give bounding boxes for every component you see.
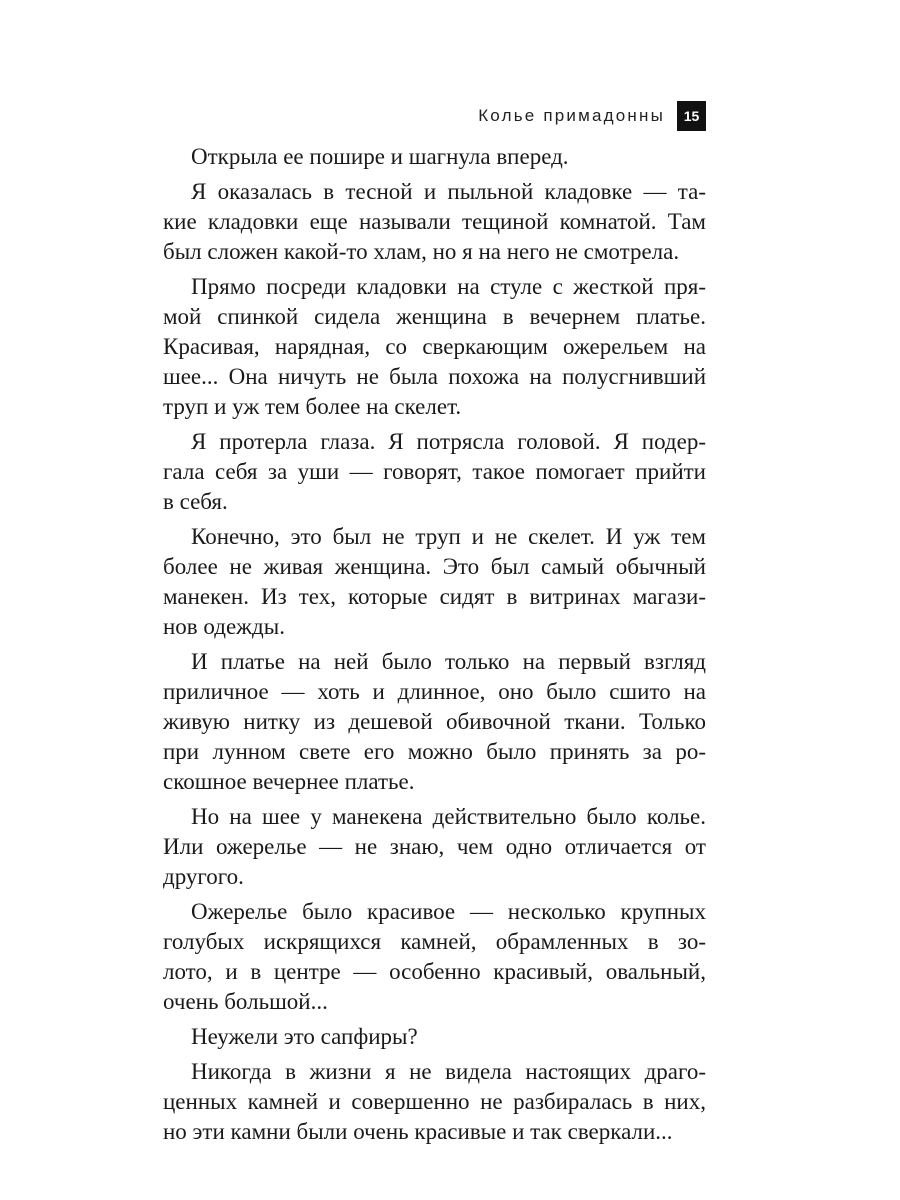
text-line: Ожерелье было красивое — несколько крупных [191,899,706,924]
text-line: И платье на ней было только на первый взгляд [191,649,706,674]
text-line: голубых искрящихся камней, обрамленных в зо- [163,929,706,954]
text-line: Я оказалась в тесной и пыльной кладовке — та- [191,179,706,204]
text-line: Но на шее у манекена действительно было колье. [191,804,706,829]
paragraph [163,177,706,267]
paragraph [163,272,706,422]
text-line: живую нитку из дешевой обивочной ткани. Только [163,709,706,734]
paragraph [163,142,706,172]
paragraph [163,802,706,892]
text-line: Конечно, это был не труп и не скелет. И уж тем [191,524,706,549]
running-title: Колье примадонны [478,106,665,125]
running-head [478,101,706,131]
text-line: в себя. [163,489,228,514]
text-line: другого. [163,864,244,889]
paragraph [163,1057,706,1147]
text-line: труп и уж тем более на скелет. [163,394,462,419]
page-number: 15 [677,101,706,131]
text-line: Открыла ее пошире и шагнула вперед. [191,144,569,169]
text-line: нов одежды. [163,614,285,639]
body-text [163,142,706,1152]
text-line: приличное — хоть и длинное, оно было сшито на [163,679,706,704]
text-line: скошное вечернее платье. [163,769,415,794]
text-line: очень большой... [163,989,328,1014]
text-line: Или ожерелье — не знаю, чем одно отличается от [163,834,706,859]
text-line: Прямо посреди кладовки на стуле с жесткой пря- [191,274,706,299]
paragraph [163,647,706,797]
text-line: Неужели это сапфиры? [191,1024,418,1049]
text-line: Я протерла глаза. Я потрясла головой. Я подер- [191,429,706,454]
text-line: Красивая, нарядная, со сверкающим ожерельем на [163,334,706,359]
text-line: мой спинкой сидела женщина в вечернем платье. [163,304,706,329]
paragraph [163,427,706,517]
text-line: лото, и в центре — особенно красивый, овальный, [163,959,706,984]
paragraph [163,897,706,1017]
text-line: гала себя за уши — говорят, такое помогает прийти [163,459,706,484]
text-line: манекен. Из тех, которые сидят в витринах магази- [163,584,706,609]
text-line: кие кладовки еще называли тещиной комнатой. Там [163,209,706,234]
text-line: Никогда в жизни я не видела настоящих драго- [191,1059,706,1084]
text-line: был сложен какой-то хлам, но я на него не смотрела. [163,239,680,264]
text-line: при лунном свете его можно было принять за ро- [163,739,706,764]
text-line: но эти камни были очень красивые и так сверкали... [163,1119,673,1144]
text-line: ценных камней и совершенно не разбиралась в них, [163,1089,706,1114]
paragraph [163,522,706,642]
text-line: более не живая женщина. Это был самый обычный [163,554,706,579]
text-line: шее... Она ничуть не была похожа на полусгнивший [163,364,706,389]
paragraph [163,1022,706,1052]
